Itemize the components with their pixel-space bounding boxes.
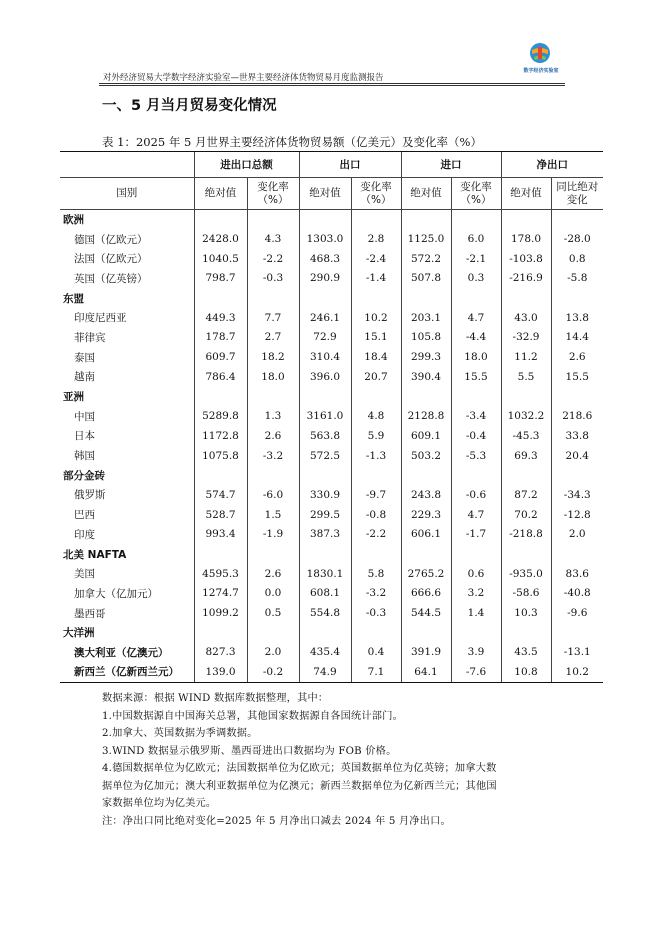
empty-cell <box>501 544 551 564</box>
value-cell: 0.8 <box>551 249 603 269</box>
country-name: 法国（亿欧元） <box>74 253 148 266</box>
value-cell: 1303.0 <box>299 229 351 249</box>
lab-logo <box>519 42 563 80</box>
value-cell: 1274.7 <box>194 584 247 604</box>
value-cell: 18.0 <box>247 367 299 387</box>
value-cell: -218.8 <box>501 525 551 545</box>
value-cell: -2.2 <box>247 249 299 269</box>
value-cell: -935.0 <box>501 564 551 584</box>
value-cell: 4.3 <box>247 229 299 249</box>
empty-cell <box>247 387 299 407</box>
country-name: 澳大利亚（亿澳元） <box>74 646 169 659</box>
country-name: 美国 <box>74 568 95 581</box>
value-cell: 87.2 <box>501 485 551 505</box>
group-header-row <box>60 152 603 178</box>
value-cell: 5.5 <box>501 367 551 387</box>
table-row <box>60 229 603 249</box>
value-cell: 387.3 <box>299 525 351 545</box>
country-header: 国别 <box>60 178 194 210</box>
country-name: 印度 <box>74 528 95 541</box>
value-cell: 0.5 <box>247 603 299 623</box>
value-cell: -28.0 <box>551 229 603 249</box>
value-cell: 606.1 <box>401 525 451 545</box>
country-name: 越南 <box>74 371 95 384</box>
total-rate-header: 变化率 （%） <box>247 178 299 210</box>
value-cell: 396.0 <box>299 367 351 387</box>
value-cell: 229.3 <box>401 505 451 525</box>
empty-cell <box>351 210 401 230</box>
value-cell: 10.2 <box>351 308 401 328</box>
country-name: 加拿大（亿加元） <box>74 587 158 600</box>
value-cell: -0.3 <box>351 603 401 623</box>
value-cell: 43.5 <box>501 643 551 663</box>
value-cell: -45.3 <box>501 426 551 446</box>
empty-cell <box>351 387 401 407</box>
table-row <box>60 446 603 466</box>
value-cell: 299.5 <box>299 505 351 525</box>
empty-cell <box>299 465 351 485</box>
value-cell: 74.9 <box>299 662 351 682</box>
value-cell: -1.3 <box>351 446 401 466</box>
value-cell: -58.6 <box>501 584 551 604</box>
table-body <box>60 210 603 683</box>
country-name: 泰国 <box>74 351 95 364</box>
value-cell: 64.1 <box>401 662 451 682</box>
region-label: 北美 NAFTA <box>63 548 127 561</box>
empty-cell <box>501 623 551 643</box>
empty-cell <box>401 210 451 230</box>
total-abs-header: 绝对值 <box>194 178 247 210</box>
empty-cell <box>401 465 451 485</box>
trade-table <box>60 151 603 683</box>
note-line: 数据来源：根据 WIND 数据库数据整理，其中： <box>102 693 329 704</box>
table-row <box>60 584 603 604</box>
value-cell: 0.3 <box>451 269 501 289</box>
value-cell: 2428.0 <box>194 229 247 249</box>
table-row <box>60 525 603 545</box>
table-row <box>60 269 603 289</box>
running-title: 对外经济贸易大学数字经济实验室—世界主要经济体货物贸易月度监测报告 <box>103 73 384 83</box>
value-cell: 299.3 <box>401 347 451 367</box>
value-cell: 83.6 <box>551 564 603 584</box>
empty-cell <box>299 210 351 230</box>
import-rate-header: 变化率 （%） <box>451 178 501 210</box>
country-name: 日本 <box>74 430 95 443</box>
value-cell: -6.0 <box>247 485 299 505</box>
country-name: 印度尼西亚 <box>74 312 127 325</box>
region-label: 大洋洲 <box>63 627 95 640</box>
value-cell: 20.4 <box>551 446 603 466</box>
value-cell: 798.7 <box>194 269 247 289</box>
globe-logo-icon <box>529 42 551 64</box>
empty-cell <box>451 210 501 230</box>
value-cell: 3.2 <box>451 584 501 604</box>
value-cell: -0.6 <box>451 485 501 505</box>
value-cell: 4.7 <box>451 505 501 525</box>
net-abs-header: 绝对值 <box>501 178 551 210</box>
value-cell: 3161.0 <box>299 406 351 426</box>
empty-cell <box>299 387 351 407</box>
value-cell: -3.4 <box>451 406 501 426</box>
value-cell: 0.0 <box>247 584 299 604</box>
region-row <box>60 288 603 308</box>
value-cell: -9.6 <box>551 603 603 623</box>
value-cell: 69.3 <box>501 446 551 466</box>
region-row <box>60 544 603 564</box>
value-cell: 18.2 <box>247 347 299 367</box>
empty-cell <box>501 465 551 485</box>
value-cell: 1172.8 <box>194 426 247 446</box>
note-line: 注：净出口同比绝对变化=2025 年 5 月净出口减去 2024 年 5 月净出口。 <box>102 815 451 827</box>
value-cell: -5.3 <box>451 446 501 466</box>
empty-cell <box>501 387 551 407</box>
empty-cell <box>194 210 247 230</box>
value-cell: -34.3 <box>551 485 603 505</box>
value-cell: 139.0 <box>194 662 247 682</box>
table-row <box>60 249 603 269</box>
value-cell: 1032.2 <box>501 406 551 426</box>
region-label: 亚洲 <box>63 391 84 404</box>
value-cell: 2.6 <box>247 564 299 584</box>
empty-cell <box>194 544 247 564</box>
region-row <box>60 210 603 230</box>
value-cell: -1.9 <box>247 525 299 545</box>
note-line: 家数据单位均为亿美元。 <box>102 798 217 809</box>
value-cell: 15.5 <box>551 367 603 387</box>
value-cell: 2.6 <box>551 347 603 367</box>
value-cell: 3.9 <box>451 643 501 663</box>
header-divider <box>99 83 565 86</box>
value-cell: 246.1 <box>299 308 351 328</box>
value-cell: -2.1 <box>451 249 501 269</box>
value-cell: 507.8 <box>401 269 451 289</box>
value-cell: 4595.3 <box>194 564 247 584</box>
table-row <box>60 367 603 387</box>
value-cell: 827.3 <box>194 643 247 663</box>
empty-cell <box>299 544 351 564</box>
value-cell: 5.9 <box>351 426 401 446</box>
empty-cell <box>451 288 501 308</box>
page-header <box>99 42 565 88</box>
empty-cell <box>451 387 501 407</box>
region-row <box>60 387 603 407</box>
empty-cell <box>451 465 501 485</box>
empty-cell <box>247 544 299 564</box>
empty-cell <box>501 288 551 308</box>
value-cell: 11.2 <box>501 347 551 367</box>
country-name: 德国（亿欧元） <box>74 233 148 246</box>
empty-cell <box>299 288 351 308</box>
value-cell: 2.6 <box>247 426 299 446</box>
value-cell: -0.4 <box>451 426 501 446</box>
empty-cell <box>451 544 501 564</box>
value-cell: 544.5 <box>401 603 451 623</box>
country-name: 中国 <box>74 410 95 423</box>
value-cell: 449.3 <box>194 308 247 328</box>
value-cell: 608.1 <box>299 584 351 604</box>
value-cell: 574.7 <box>194 485 247 505</box>
empty-cell <box>194 623 247 643</box>
export-abs-header: 绝对值 <box>299 178 351 210</box>
empty-cell <box>551 623 603 643</box>
value-cell: 203.1 <box>401 308 451 328</box>
value-cell: 786.4 <box>194 367 247 387</box>
value-cell: 310.4 <box>299 347 351 367</box>
value-cell: -3.2 <box>247 446 299 466</box>
value-cell: -1.4 <box>351 269 401 289</box>
region-row <box>60 465 603 485</box>
table-row <box>60 662 603 682</box>
value-cell: 563.8 <box>299 426 351 446</box>
table-row <box>60 505 603 525</box>
table-row <box>60 406 603 426</box>
value-cell: -7.6 <box>451 662 501 682</box>
note-line: 据单位为亿加元；澳大利亚数据单位为亿澳元；新西兰数据单位为亿新西兰元；其他国 <box>102 780 497 792</box>
value-cell: 1830.1 <box>299 564 351 584</box>
empty-cell <box>401 623 451 643</box>
value-cell: 1.5 <box>247 505 299 525</box>
value-cell: 178.0 <box>501 229 551 249</box>
value-cell: 20.7 <box>351 367 401 387</box>
value-cell: 218.6 <box>551 406 603 426</box>
value-cell: 18.4 <box>351 347 401 367</box>
value-cell: 13.8 <box>551 308 603 328</box>
value-cell: 572.5 <box>299 446 351 466</box>
value-cell: 10.3 <box>501 603 551 623</box>
value-cell: 6.0 <box>451 229 501 249</box>
value-cell: 10.8 <box>501 662 551 682</box>
export-rate-header: 变化率 （%） <box>351 178 401 210</box>
region-label: 欧洲 <box>63 214 84 227</box>
empty-cell <box>501 210 551 230</box>
value-cell: 1099.2 <box>194 603 247 623</box>
group-header-total: 进出口总额 <box>194 152 299 178</box>
value-cell: 33.8 <box>551 426 603 446</box>
value-cell: -5.8 <box>551 269 603 289</box>
value-cell: 1125.0 <box>401 229 451 249</box>
value-cell: 14.4 <box>551 328 603 348</box>
table-notes <box>102 690 514 830</box>
table-row <box>60 308 603 328</box>
value-cell: 554.8 <box>299 603 351 623</box>
value-cell: 609.7 <box>194 347 247 367</box>
empty-cell <box>401 387 451 407</box>
value-cell: -1.7 <box>451 525 501 545</box>
logo-caption: 数字经济实验室 <box>523 68 559 74</box>
value-cell: 10.2 <box>551 662 603 682</box>
value-cell: 290.9 <box>299 269 351 289</box>
value-cell: -9.7 <box>351 485 401 505</box>
empty-cell <box>551 288 603 308</box>
table-row <box>60 328 603 348</box>
value-cell: -0.8 <box>351 505 401 525</box>
section-title: 一、5 月当月贸易变化情况 <box>102 98 277 114</box>
value-cell: 435.4 <box>299 643 351 663</box>
empty-cell <box>351 623 401 643</box>
empty-cell <box>551 544 603 564</box>
value-cell: 5289.8 <box>194 406 247 426</box>
region-label: 东盟 <box>63 292 84 305</box>
value-cell: 2128.8 <box>401 406 451 426</box>
value-cell: -40.8 <box>551 584 603 604</box>
value-cell: 503.2 <box>401 446 451 466</box>
value-cell: -103.8 <box>501 249 551 269</box>
empty-cell <box>247 465 299 485</box>
value-cell: 18.0 <box>451 347 501 367</box>
value-cell: 1075.8 <box>194 446 247 466</box>
value-cell: 7.1 <box>351 662 401 682</box>
empty-cell <box>194 288 247 308</box>
table-caption: 表 1：2025 年 5 月世界主要经济体货物贸易额（亿美元）及变化率（%） <box>102 135 482 149</box>
country-name: 菲律宾 <box>74 331 106 344</box>
value-cell: 4.7 <box>451 308 501 328</box>
value-cell: 105.8 <box>401 328 451 348</box>
value-cell: 609.1 <box>401 426 451 446</box>
empty-cell <box>247 623 299 643</box>
net-change-header: 同比绝对 变化 <box>551 178 603 210</box>
table-row <box>60 426 603 446</box>
value-cell: 15.1 <box>351 328 401 348</box>
note-line: 2.加拿大、英国数据为季调数据。 <box>102 728 258 739</box>
table-row <box>60 347 603 367</box>
empty-cell <box>247 210 299 230</box>
value-cell: 390.4 <box>401 367 451 387</box>
value-cell: -0.2 <box>247 662 299 682</box>
value-cell: 993.4 <box>194 525 247 545</box>
empty-cell <box>551 210 603 230</box>
value-cell: -32.9 <box>501 328 551 348</box>
value-cell: 70.2 <box>501 505 551 525</box>
country-name: 巴西 <box>74 509 95 522</box>
value-cell: 2.0 <box>551 525 603 545</box>
value-cell: 178.7 <box>194 328 247 348</box>
value-cell: -0.3 <box>247 269 299 289</box>
empty-cell <box>551 465 603 485</box>
value-cell: -13.1 <box>551 643 603 663</box>
table-row <box>60 564 603 584</box>
country-name: 新西兰（亿新西兰元） <box>60 662 194 682</box>
value-cell: 666.6 <box>401 584 451 604</box>
empty-cell <box>401 288 451 308</box>
group-header-import: 进口 <box>401 152 501 178</box>
value-cell: 43.0 <box>501 308 551 328</box>
sub-header-row <box>60 178 603 210</box>
value-cell: 7.7 <box>247 308 299 328</box>
table-row <box>60 485 603 505</box>
blank-header-cell <box>60 152 194 178</box>
value-cell: -2.4 <box>351 249 401 269</box>
empty-cell <box>551 387 603 407</box>
value-cell: 15.5 <box>451 367 501 387</box>
value-cell: 5.8 <box>351 564 401 584</box>
value-cell: -4.4 <box>451 328 501 348</box>
empty-cell <box>194 465 247 485</box>
note-line: 4.德国数据单位为亿欧元；法国数据单位为亿欧元；英国数据单位为亿英镑；加拿大数 <box>102 763 497 774</box>
value-cell: 2.8 <box>351 229 401 249</box>
value-cell: 0.6 <box>451 564 501 584</box>
country-name: 俄罗斯 <box>74 489 106 502</box>
value-cell: 1.3 <box>247 406 299 426</box>
value-cell: 528.7 <box>194 505 247 525</box>
value-cell: 2.7 <box>247 328 299 348</box>
value-cell: 572.2 <box>401 249 451 269</box>
table-row <box>60 603 603 623</box>
value-cell: 1.4 <box>451 603 501 623</box>
value-cell: -3.2 <box>351 584 401 604</box>
import-abs-header: 绝对值 <box>401 178 451 210</box>
region-row <box>60 623 603 643</box>
value-cell: 330.9 <box>299 485 351 505</box>
value-cell: 0.4 <box>351 643 401 663</box>
empty-cell <box>351 465 401 485</box>
empty-cell <box>451 623 501 643</box>
country-name: 韩国 <box>74 450 95 463</box>
value-cell: 2.0 <box>247 643 299 663</box>
group-header-export: 出口 <box>299 152 401 178</box>
value-cell: 2765.2 <box>401 564 451 584</box>
value-cell: 243.8 <box>401 485 451 505</box>
value-cell: -2.2 <box>351 525 401 545</box>
value-cell: 1040.5 <box>194 249 247 269</box>
empty-cell <box>351 288 401 308</box>
empty-cell <box>351 544 401 564</box>
value-cell: -12.8 <box>551 505 603 525</box>
group-header-net-export: 净出口 <box>501 152 603 178</box>
note-line: 1.中国数据源自中国海关总署，其他国家数据源自各国统计部门。 <box>102 710 403 722</box>
table-row <box>60 643 603 663</box>
value-cell: 4.8 <box>351 406 401 426</box>
country-name: 墨西哥 <box>74 607 106 620</box>
country-name: 英国（亿英镑） <box>74 272 148 285</box>
value-cell: 72.9 <box>299 328 351 348</box>
empty-cell <box>401 544 451 564</box>
empty-cell <box>299 623 351 643</box>
value-cell: -216.9 <box>501 269 551 289</box>
note-line: 3.WIND 数据显示俄罗斯、墨西哥进出口数据均为 FOB 价格。 <box>102 745 397 757</box>
value-cell: 468.3 <box>299 249 351 269</box>
empty-cell <box>194 387 247 407</box>
value-cell: 391.9 <box>401 643 451 663</box>
region-label: 部分金砖 <box>63 469 105 482</box>
empty-cell <box>247 288 299 308</box>
